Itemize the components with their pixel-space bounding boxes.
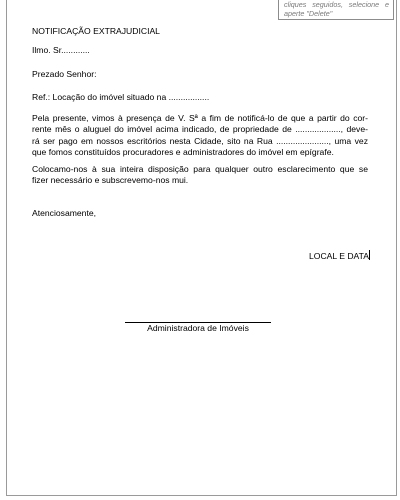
availability-paragraph[interactable] (32, 164, 368, 187)
local-date-text: LOCAL E DATA (308, 251, 369, 261)
paragraph-line: Pela presente, vimos à presença de V. Sª a fim de notificá-lo de que a partir do cor- (32, 113, 368, 123)
paragraph-line: Colocamo-nos à sua inteira disposição para qualquer outro esclarecimento que se (32, 164, 368, 174)
tip-line-2: aperte "Delete" (284, 8, 333, 18)
signature-label[interactable]: Administradora de Imóveis (147, 323, 249, 333)
text-cursor (369, 250, 370, 260)
paragraph-line: rente mês o aluguel do imóvel acima indicado, de propriedade de ..................., deve- (32, 124, 368, 135)
tip-line-1: cliques seguidos, selecione e (284, 0, 389, 9)
paragraph-line: fizer necessário e subscrevemo-nos mui. (32, 175, 189, 186)
paragraph-line: rá ser pago em nossos escritórios nesta Cidade, sito na Rua ......................, uma vez (32, 135, 368, 146)
addressee-line[interactable]: Ilmo. Sr............ (32, 45, 90, 55)
local-date-line[interactable] (309, 250, 370, 262)
closing-line[interactable]: Atenciosamente, (32, 208, 97, 218)
instruction-tip (278, 0, 394, 20)
reference-line[interactable]: Ref.: Locação do imóvel situado na ................. (32, 92, 210, 102)
document-title[interactable]: NOTIFICAÇÃO EXTRAJUDICIAL (32, 26, 160, 36)
salutation-line[interactable]: Prezado Senhor: (32, 69, 97, 79)
paragraph-line: que fomos constituídos procuradores e administradores do imóvel em epígrafe. (32, 147, 334, 158)
notification-paragraph[interactable] (32, 113, 368, 159)
